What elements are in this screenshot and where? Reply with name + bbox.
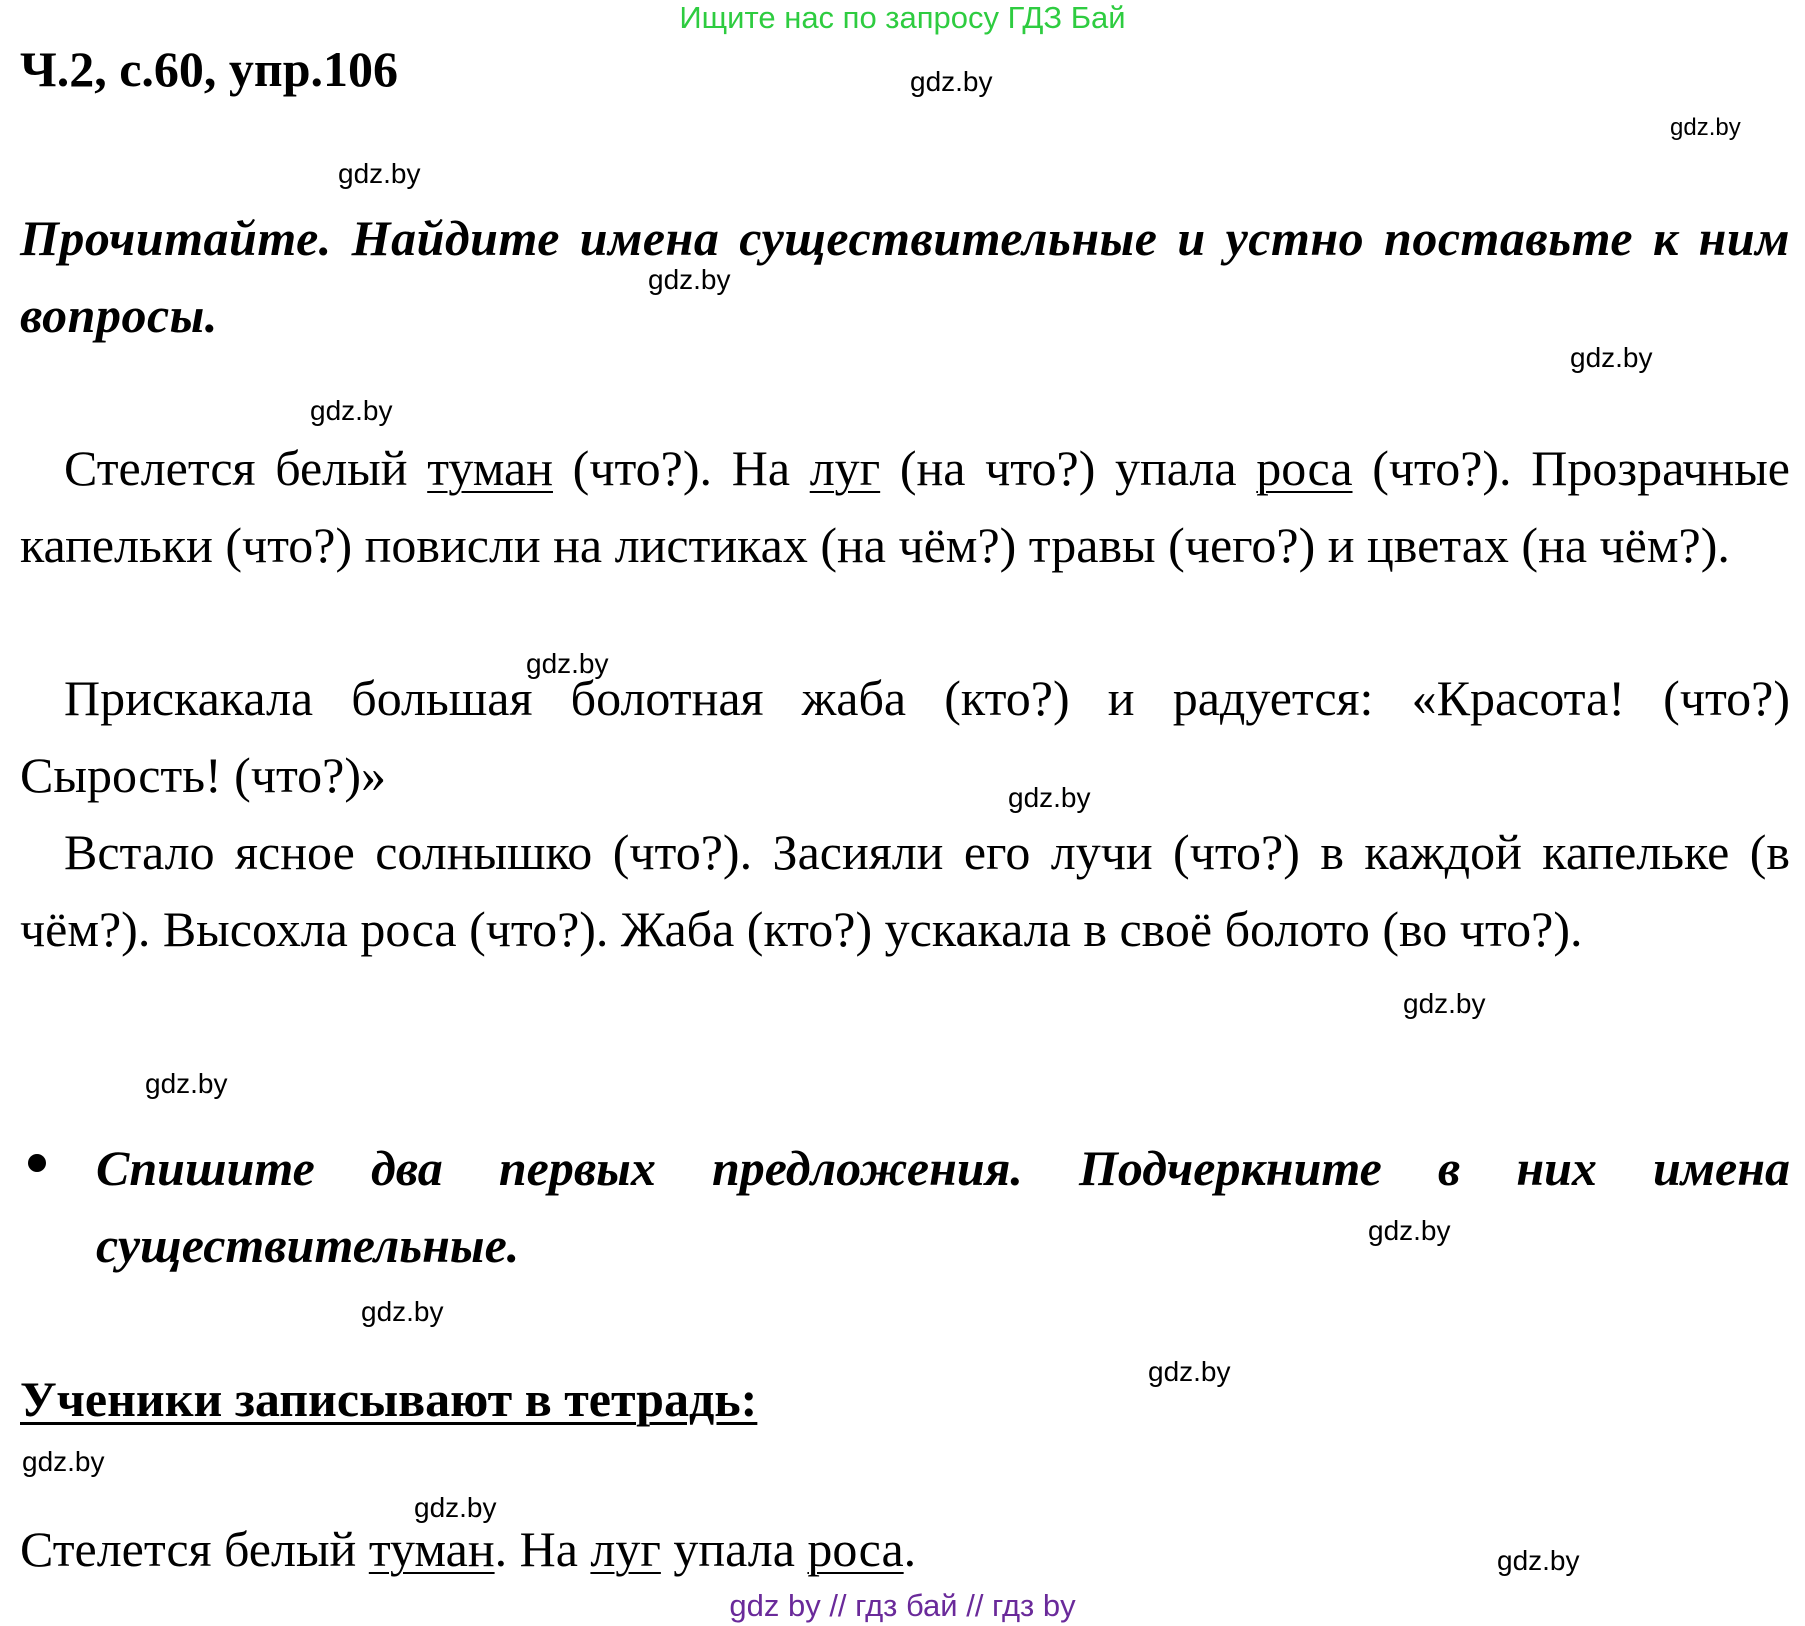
paragraph-1: Стелется белый туман (что?). На луг (на что?) упала роса (что?). Прозрачные капельки (что?) повисли на листиках (на чём?) травы (чего?) и цветах (на чём?). — [20, 440, 1790, 573]
watermark: gdz.by — [338, 158, 421, 189]
answer-noun-tuman: туман — [368, 1521, 495, 1577]
paragraph-2: Прискакала большая болотная жаба (кто?) и радуется: «Красота! (что?) Сырость! (что?)» — [20, 670, 1790, 803]
watermark: gdz.by — [1368, 1215, 1451, 1246]
noun-tuman: туман — [427, 440, 553, 496]
watermark: gdz.by — [1148, 1356, 1231, 1387]
watermark: gdz.by — [1570, 342, 1653, 373]
bullet-task-text: Спишите два первых предложения. Подчеркните в них имена существительные. — [96, 1140, 1790, 1273]
watermark: gdz.by — [1403, 988, 1486, 1019]
page-title: Ч.2, с.60, упр.106 — [20, 41, 399, 97]
watermark: gdz.by — [648, 264, 731, 295]
watermark: gdz.by — [1497, 1545, 1580, 1576]
answer-sentence: Стелется белый туман. На луг упала роса. — [20, 1521, 917, 1577]
watermark: gdz.by — [22, 1446, 105, 1477]
watermark: gdz.by — [310, 395, 393, 426]
bullet-icon — [28, 1154, 46, 1172]
top-banner: Ищите нас по запросу ГДЗ Бай — [679, 0, 1126, 35]
watermark: gdz.by — [361, 1296, 444, 1327]
noun-lug: луг — [809, 440, 881, 496]
watermark: gdz.by — [1670, 114, 1741, 141]
watermark: gdz.by — [414, 1492, 497, 1523]
paragraph-3: Встало ясное солнышко (что?). Засияли его лучи (что?) в каждой капельке (в чём?). Высохла роса (что?). Жаба (кто?) ускакала в своё болото (во что?). — [20, 824, 1790, 957]
watermark: gdz.by — [526, 648, 609, 679]
watermark: gdz.by — [910, 66, 993, 97]
watermark: gdz.by — [1008, 782, 1091, 813]
answer-noun-lug: луг — [590, 1521, 661, 1577]
watermark: gdz.by — [145, 1068, 228, 1099]
result-title: Ученики записывают в тетрадь: — [20, 1371, 758, 1427]
bottom-banner: gdz by // гдз бай // гдз by — [729, 1588, 1076, 1623]
task-instruction: Прочитайте. Найдите имена существительные и устно поставьте к ним вопросы. — [20, 210, 1790, 343]
noun-rosa: роса — [1256, 440, 1353, 496]
answer-noun-rosa: роса — [807, 1521, 904, 1577]
